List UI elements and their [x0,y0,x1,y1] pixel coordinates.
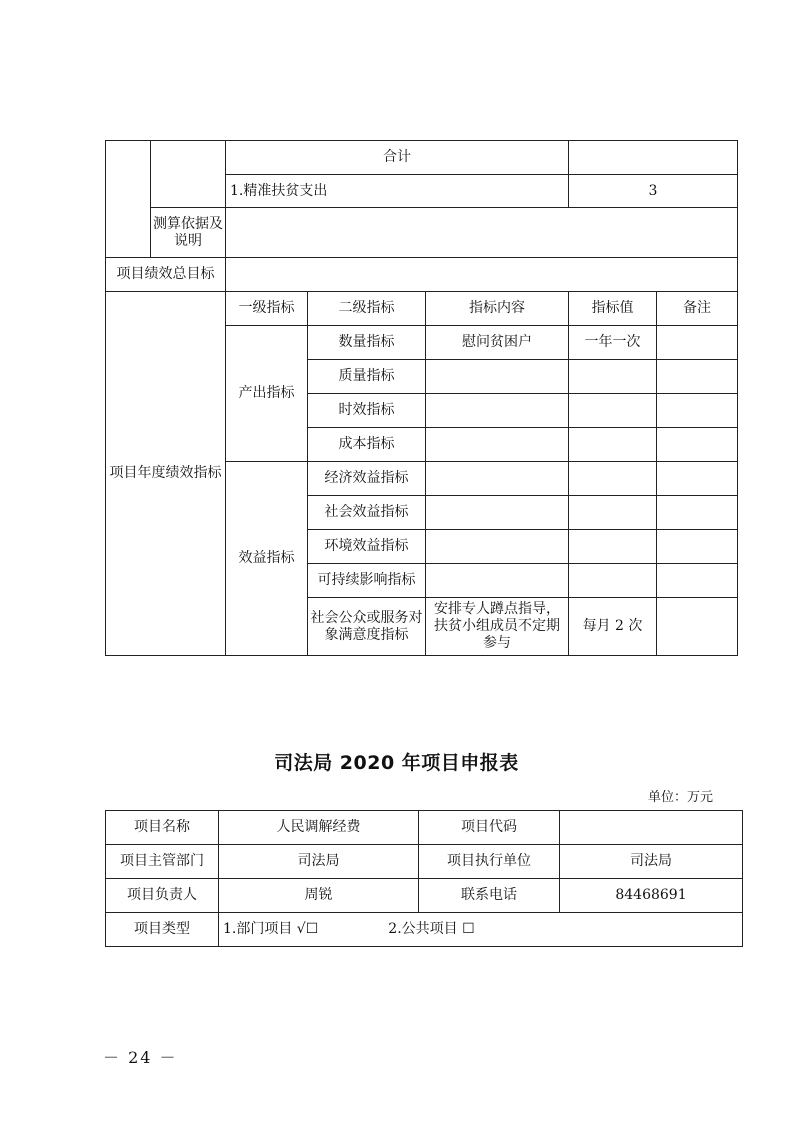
calc-basis-label: 测算依据及说明 [151,208,226,258]
indicator-remark [657,462,738,496]
total-value [569,141,738,175]
header-level2: 二级指标 [308,292,426,326]
indicator-remark [657,428,738,462]
indicator-remark [657,598,738,656]
calc-basis-value [226,208,738,258]
header-value: 指标值 [569,292,657,326]
unit-label: 单位：万元 [647,790,713,805]
owner-label: 项目负责人 [106,879,219,913]
indicator-content: 慰问贫困户 [426,326,569,360]
indicator-remark [657,530,738,564]
blank-cell [151,141,226,208]
indicator-value: 一年一次 [569,326,657,360]
project-name-label: 项目名称 [106,811,219,845]
performance-table [105,140,738,656]
indicator-content [426,530,569,564]
project-code-value [560,811,743,845]
indicator-name: 数量指标 [308,326,426,360]
indicator-value [569,496,657,530]
header-level1: 一级指标 [226,292,308,326]
page-number: － 24 － [103,1048,178,1067]
exec-unit-value: 司法局 [560,845,743,879]
type-option-dept[interactable]: 1.部门项目 √☐ [223,921,319,937]
indicator-content [426,360,569,394]
benefit-group-label: 效益指标 [226,462,308,656]
indicator-name: 可持续影响指标 [308,564,426,598]
indicator-value [569,428,657,462]
indicator-remark [657,564,738,598]
indicator-value [569,360,657,394]
indicator-name: 经济效益指标 [308,462,426,496]
indicator-name: 社会效益指标 [308,496,426,530]
report-title: 司法局 2020 年项目申报表 [274,752,519,774]
phone-label: 联系电话 [419,879,560,913]
indicator-content [426,462,569,496]
dept-label: 项目主管部门 [106,845,219,879]
indicator-content [426,564,569,598]
project-code-label: 项目代码 [419,811,560,845]
owner-value: 周锐 [219,879,419,913]
indicator-content: 安排专人蹲点指导，扶贫小组成员不定期参与 [426,598,569,656]
phone-value: 84468691 [560,879,743,913]
indicator-name: 环境效益指标 [308,530,426,564]
indicator-name: 社会公众或服务对象满意度指标 [308,598,426,656]
indicator-value [569,564,657,598]
indicator-remark [657,496,738,530]
overall-goal-label: 项目绩效总目标 [106,258,226,292]
item1-value: 3 [569,175,738,208]
dept-value: 司法局 [219,845,419,879]
indicator-content [426,394,569,428]
project-name-value: 人民调解经费 [219,811,419,845]
type-option-public[interactable]: 2.公共项目 ☐ [388,921,475,937]
project-type-options [219,913,743,947]
indicator-name: 质量指标 [308,360,426,394]
indicator-name: 成本指标 [308,428,426,462]
indicator-value [569,462,657,496]
blank-cell [106,141,151,258]
exec-unit-label: 项目执行单位 [419,845,560,879]
item1-label: 1.精准扶贫支出 [226,175,569,208]
overall-goal-value [226,258,738,292]
project-type-label: 项目类型 [106,913,219,947]
indicator-name: 时效指标 [308,394,426,428]
indicator-content [426,428,569,462]
total-label: 合计 [226,141,569,175]
indicator-value [569,530,657,564]
indicator-value: 每月 2 次 [569,598,657,656]
indicator-remark [657,394,738,428]
indicator-content [426,496,569,530]
indicator-value [569,394,657,428]
header-content: 指标内容 [426,292,569,326]
annual-indicators-label: 项目年度绩效指标 [106,292,226,656]
project-table [105,810,743,947]
output-group-label: 产出指标 [226,326,308,462]
indicator-remark [657,360,738,394]
header-remark: 备注 [657,292,738,326]
indicator-remark [657,326,738,360]
